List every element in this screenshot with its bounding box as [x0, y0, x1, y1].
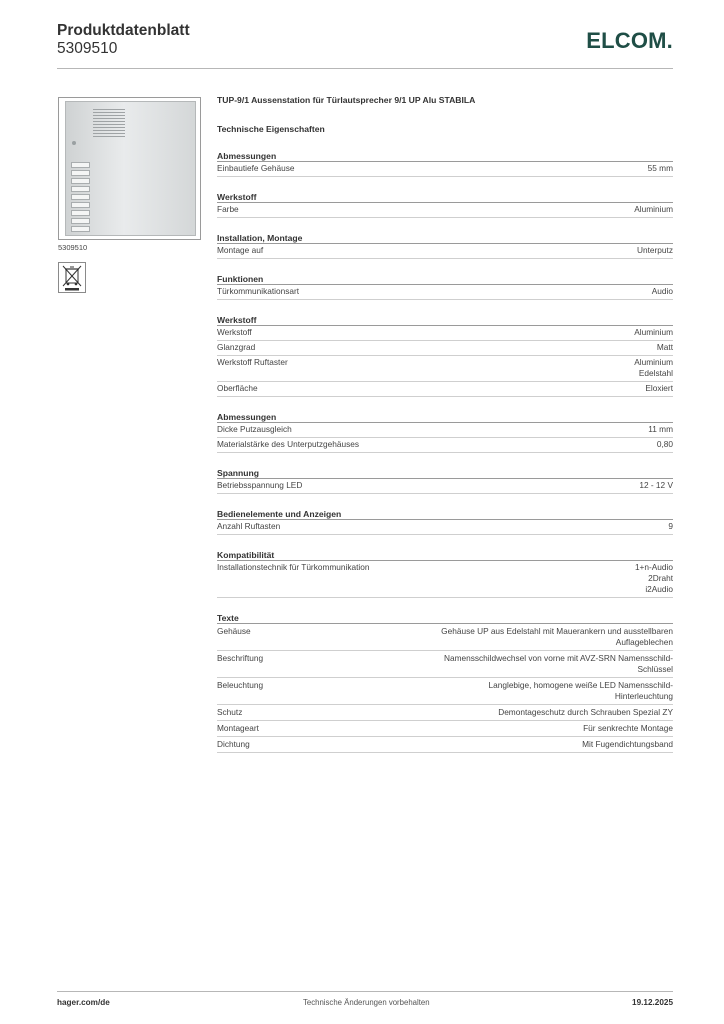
- property-value: Gehäuse UP aus Edelstahl mit Mauerankern und ausstellbaren Auflageblechen: [441, 626, 673, 647]
- property-value: Aluminium: [634, 327, 673, 337]
- door-station-panel: [65, 101, 196, 236]
- call-button-graphic: [71, 202, 90, 208]
- property-label: Einbautiefe Gehäuse: [217, 163, 295, 173]
- property-row: [217, 341, 673, 356]
- product-image: [58, 97, 201, 240]
- property-row: [217, 285, 673, 300]
- document-title: Produktdatenblatt: [57, 22, 190, 39]
- property-label: Werkstoff: [217, 327, 252, 337]
- call-button-graphic: [71, 170, 90, 176]
- property-label: Gehäuse: [217, 626, 251, 636]
- property-value: Eloxiert: [645, 383, 673, 393]
- datasheet-content: [217, 95, 673, 767]
- group-title: Installation, Montage: [217, 232, 673, 244]
- header-divider: [57, 68, 673, 69]
- property-label: Farbe: [217, 204, 239, 214]
- property-group: [217, 467, 673, 494]
- property-row: [217, 326, 673, 341]
- property-group: [217, 508, 673, 535]
- footer-divider: [57, 991, 673, 992]
- property-row: [217, 737, 673, 753]
- call-button-graphic: [71, 226, 90, 232]
- property-row: [217, 479, 673, 494]
- property-label: Werkstoff Ruftaster: [217, 357, 288, 367]
- property-value: 11 mm: [648, 424, 673, 434]
- property-row: [217, 651, 673, 678]
- property-value: 0,80: [656, 439, 673, 449]
- property-row: [217, 438, 673, 453]
- property-label: Anzahl Ruftasten: [217, 521, 281, 531]
- group-title: Funktionen: [217, 273, 673, 285]
- property-row: [217, 721, 673, 737]
- property-label: Materialstärke des Unterputzgehäuses: [217, 439, 360, 449]
- property-value: Namensschildwechsel von vorne mit AVZ-SRN Namensschild- Schlüssel: [443, 653, 673, 674]
- call-button-graphic: [71, 210, 90, 216]
- product-name: TUP-9/1 Aussenstation für Türlautsprecher 9/1 UP Alu STABILA: [217, 95, 476, 105]
- property-row: [217, 382, 673, 397]
- property-group: [217, 232, 673, 259]
- call-button-graphic: [71, 218, 90, 224]
- property-label: Dicke Putzausgleich: [217, 424, 292, 434]
- call-button-graphic: [71, 186, 90, 192]
- call-button-graphic: [71, 162, 90, 168]
- property-row: [217, 244, 673, 259]
- property-group: [217, 150, 673, 177]
- group-title: Bedienelemente und Anzeigen: [217, 508, 673, 520]
- footer-website: hager.com/de: [57, 998, 110, 1007]
- property-row: [217, 520, 673, 535]
- section-title: Technische Eigenschaften: [217, 124, 325, 134]
- group-title: Werkstoff: [217, 191, 673, 203]
- property-value: Demontageschutz durch Schrauben Spezial ZY: [498, 707, 673, 717]
- property-value: Für senkrechte Montage: [583, 723, 673, 733]
- property-row: [217, 705, 673, 721]
- property-label: Türkommunikationsart: [217, 286, 300, 296]
- property-row: [217, 162, 673, 177]
- property-group: [217, 273, 673, 300]
- group-title: Werkstoff: [217, 314, 673, 326]
- property-value: 55 mm: [647, 163, 673, 173]
- property-value: 1+n-Audio 2Draht i2Audio: [634, 562, 673, 594]
- call-button-graphic: [71, 194, 90, 200]
- indicator-led: [72, 141, 76, 145]
- property-label: Beschriftung: [217, 653, 264, 663]
- property-row: [217, 561, 673, 598]
- property-group: [217, 411, 673, 453]
- group-title: Spannung: [217, 467, 673, 479]
- property-value: 12 - 12 V: [639, 480, 673, 490]
- property-label: Beleuchtung: [217, 680, 264, 690]
- property-label: Glanzgrad: [217, 342, 256, 352]
- page-header: [57, 20, 673, 70]
- property-value: Langlebige, homogene weiße LED Namensschild- Hinterleuchtung: [488, 680, 673, 701]
- property-label: Montageart: [217, 723, 259, 733]
- property-value: 9: [668, 521, 673, 531]
- property-label: Installationstechnik für Türkommunikation: [217, 562, 370, 572]
- weee-disposal-icon: [58, 262, 86, 293]
- group-title: Kompatibilität: [217, 549, 673, 561]
- property-value: Unterputz: [637, 245, 673, 255]
- texte-rows: [217, 624, 673, 753]
- property-group: [217, 314, 673, 397]
- property-label: Schutz: [217, 707, 243, 717]
- property-value: Matt: [656, 342, 673, 352]
- elcom-logo: ELCOM.: [586, 28, 673, 53]
- property-row: [217, 423, 673, 438]
- property-value: Aluminium Edelstahl: [634, 357, 673, 378]
- property-value: Mit Fugendichtungsband: [582, 739, 673, 749]
- property-label: Montage auf: [217, 245, 264, 255]
- call-button-graphic: [71, 178, 90, 184]
- property-row: [217, 356, 673, 382]
- texte-group: [217, 612, 673, 753]
- property-value: Audio: [651, 286, 673, 296]
- footer-disclaimer: Technische Änderungen vorbehalten: [303, 998, 430, 1007]
- property-group: [217, 191, 673, 218]
- property-row: [217, 624, 673, 651]
- footer-date: 19.12.2025: [632, 998, 673, 1007]
- property-row: [217, 678, 673, 705]
- property-label: Oberfläche: [217, 383, 258, 393]
- group-title: Texte: [217, 612, 673, 624]
- product-number: 5309510: [57, 40, 118, 57]
- image-caption: 5309510: [58, 243, 88, 252]
- property-value: Aluminium: [634, 204, 673, 214]
- group-title: Abmessungen: [217, 150, 673, 162]
- speaker-grille: [93, 109, 125, 139]
- property-label: Betriebsspannung LED: [217, 480, 303, 490]
- group-title: Abmessungen: [217, 411, 673, 423]
- property-row: [217, 203, 673, 218]
- property-label: Dichtung: [217, 739, 250, 749]
- property-group: [217, 549, 673, 598]
- property-groups: [217, 150, 673, 598]
